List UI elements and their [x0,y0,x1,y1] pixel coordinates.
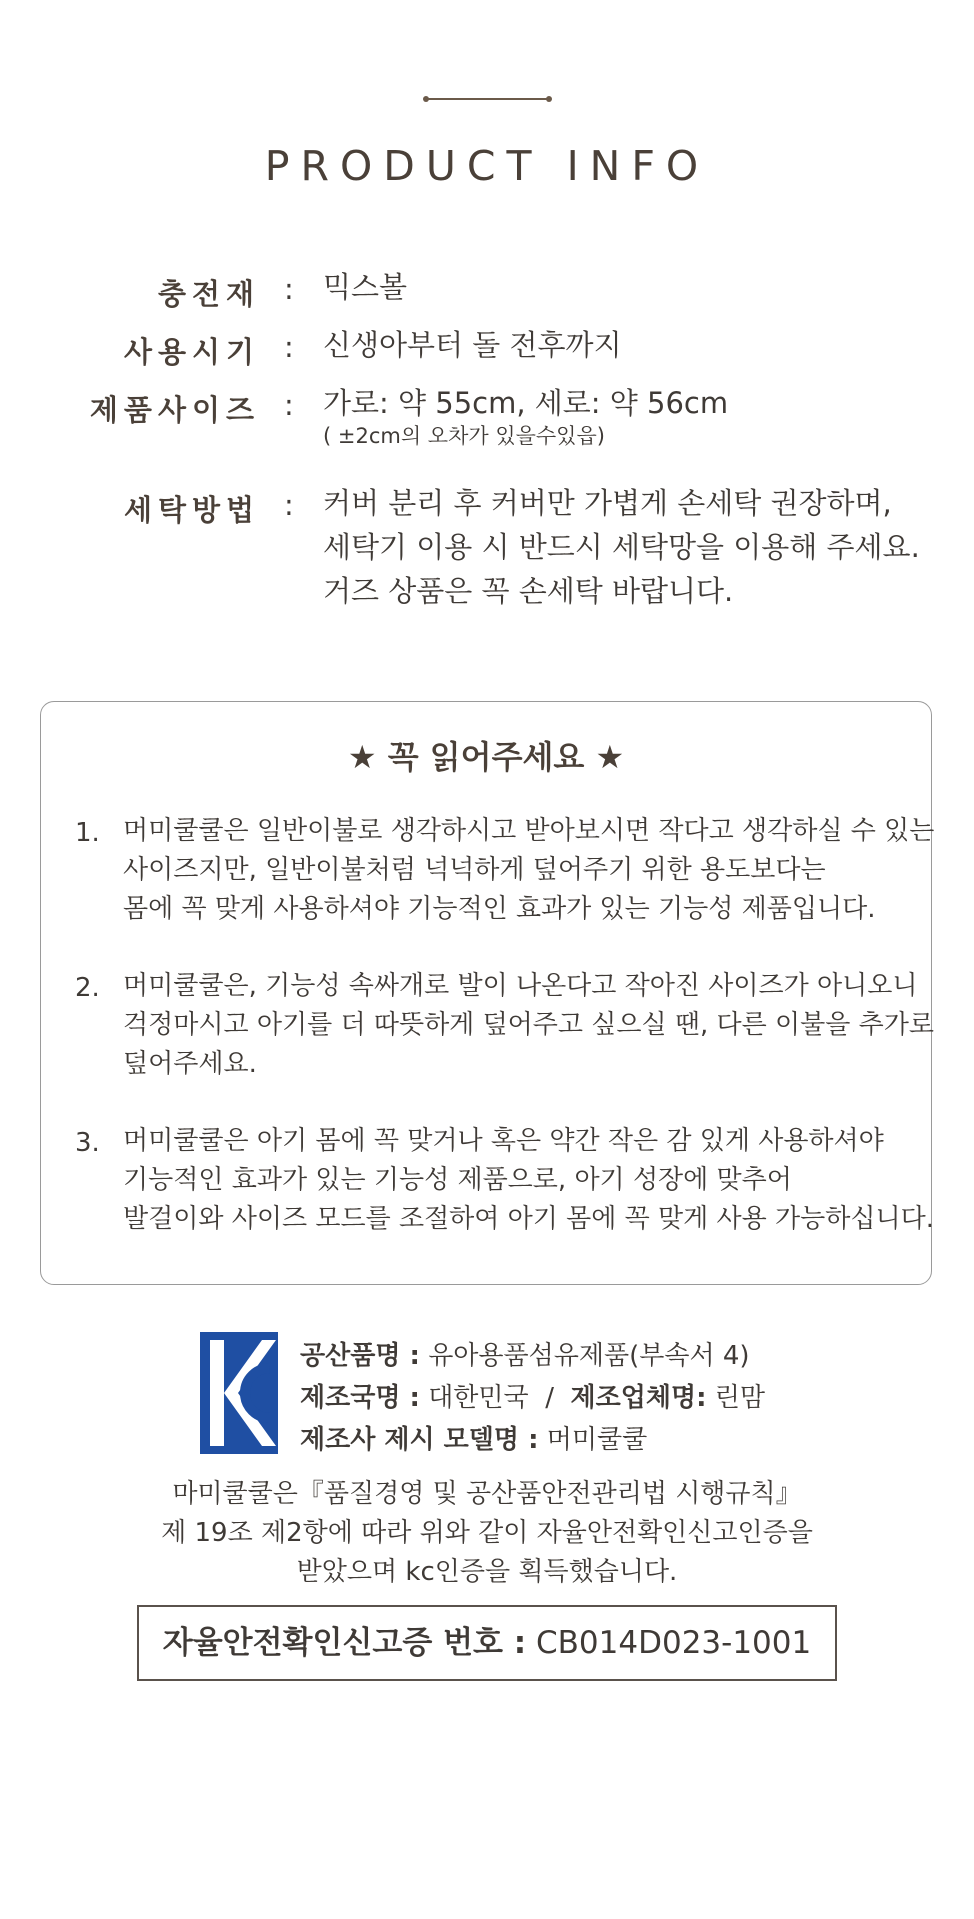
cert-label: 공산품명 : [300,1341,420,1371]
info-label: 충전재 [157,277,260,311]
cert-separator: / [545,1383,554,1413]
cert-label: 제조업체명: [570,1383,707,1413]
notice-line: 몸에 꼭 맞게 사용하셔야 기능적인 효과가 있는 기능성 제품입니다. [123,894,876,924]
declaration-line: 마미쿨쿨은『품질경영 및 공산품안전관리법 시행규칙』 [172,1479,802,1509]
info-value [323,381,728,451]
notice-text [123,812,934,929]
info-value: 믹스볼 [323,270,408,304]
cert-value: 유아용품섬유제품(부속서 4) [428,1341,750,1371]
cert-value: 린맘 [714,1383,765,1413]
cert-label: 제조국명 : [300,1383,420,1413]
info-label: 제품사이즈 [89,393,260,427]
info-value [323,481,920,613]
divider-line [425,98,550,100]
notice-line: 발걸이와 사이즈 모드를 조절하여 아기 몸에 꼭 맞게 사용 가능하십니다. [123,1204,935,1234]
title-divider [425,97,550,101]
certification-declaration [0,1475,974,1592]
notice-box [40,701,935,1285]
notice-line: 머미쿨쿨은, 기능성 속싸개로 발이 나온다고 작아진 사이즈가 아니오니 [123,971,918,1001]
report-label: 자율안전확인신고증 번호 : [162,1625,527,1661]
certification-info [300,1335,765,1461]
cert-model-row [300,1419,765,1461]
cert-country-row [300,1377,765,1419]
notice-line: 사이즈지만, 일반이불처럼 넉넉하게 덮어주기 위한 용도보다는 [123,855,826,885]
notice-text [123,967,934,1084]
washing-line: 거즈 상품은 꼭 손세탁 바랍니다. [323,574,734,608]
notice-text [123,1122,934,1239]
info-colon: : [284,330,294,364]
notice-line: 덮어주세요. [123,1049,257,1079]
notice-number: 1. [75,818,100,848]
cert-value: 대한민국 [428,1383,529,1413]
notice-number: 3. [75,1128,100,1158]
page-title: PRODUCT INFO [264,142,710,190]
info-value: 신생아부터 돌 전후까지 [323,328,622,362]
report-number: CB014D023-1001 [536,1625,812,1661]
info-label: 사용시기 [123,335,260,369]
info-label: 세탁방법 [123,493,260,527]
declaration-line: 받았으며 kc인증을 획득했습니다. [296,1557,678,1587]
cert-label: 제조사 제시 모델명 : [300,1425,539,1455]
divider-dot-right [546,96,552,102]
declaration-line: 제 19조 제2항에 따라 위와 같이 자율안전확인신고인증을 [161,1518,813,1548]
divider-dot-left [423,96,429,102]
notice-line: 걱정마시고 아기를 더 따뜻하게 덮어주고 싶으실 땐, 다른 이불을 추가로 [123,1010,935,1040]
kc-certification-logo [200,1332,278,1454]
washing-line: 세탁기 이용 시 반드시 세탁망을 이용해 주세요. [323,530,920,564]
cert-value: 머미쿨쿨 [546,1425,648,1455]
notice-line: 머미쿨쿨은 일반이불로 생각하시고 받아보시면 작다고 생각하실 수 있는 [123,816,935,846]
info-colon: : [284,272,294,306]
washing-line: 커버 분리 후 커버만 가볍게 손세탁 권장하며, [323,486,892,520]
notice-line: 머미쿨쿨은 아기 몸에 꼭 맞거나 혹은 약간 작은 감 있게 사용하셔야 [123,1126,884,1156]
info-colon: : [284,388,294,422]
notice-number: 2. [75,973,100,1003]
info-colon: : [284,488,294,522]
cert-product-row [300,1335,765,1377]
notice-line: 기능적인 효과가 있는 기능성 제품으로, 아기 성장에 맞추어 [123,1165,792,1195]
kc-logo-k-stem [210,1340,224,1446]
report-number-box [137,1605,837,1681]
notice-title: ★ 꼭 읽어주세요 ★ [347,738,625,776]
size-value: 가로: 약 55cm, 세로: 약 56cm [323,386,729,420]
size-note: ( ±2cm의 오차가 있을수있읍) [323,424,605,448]
